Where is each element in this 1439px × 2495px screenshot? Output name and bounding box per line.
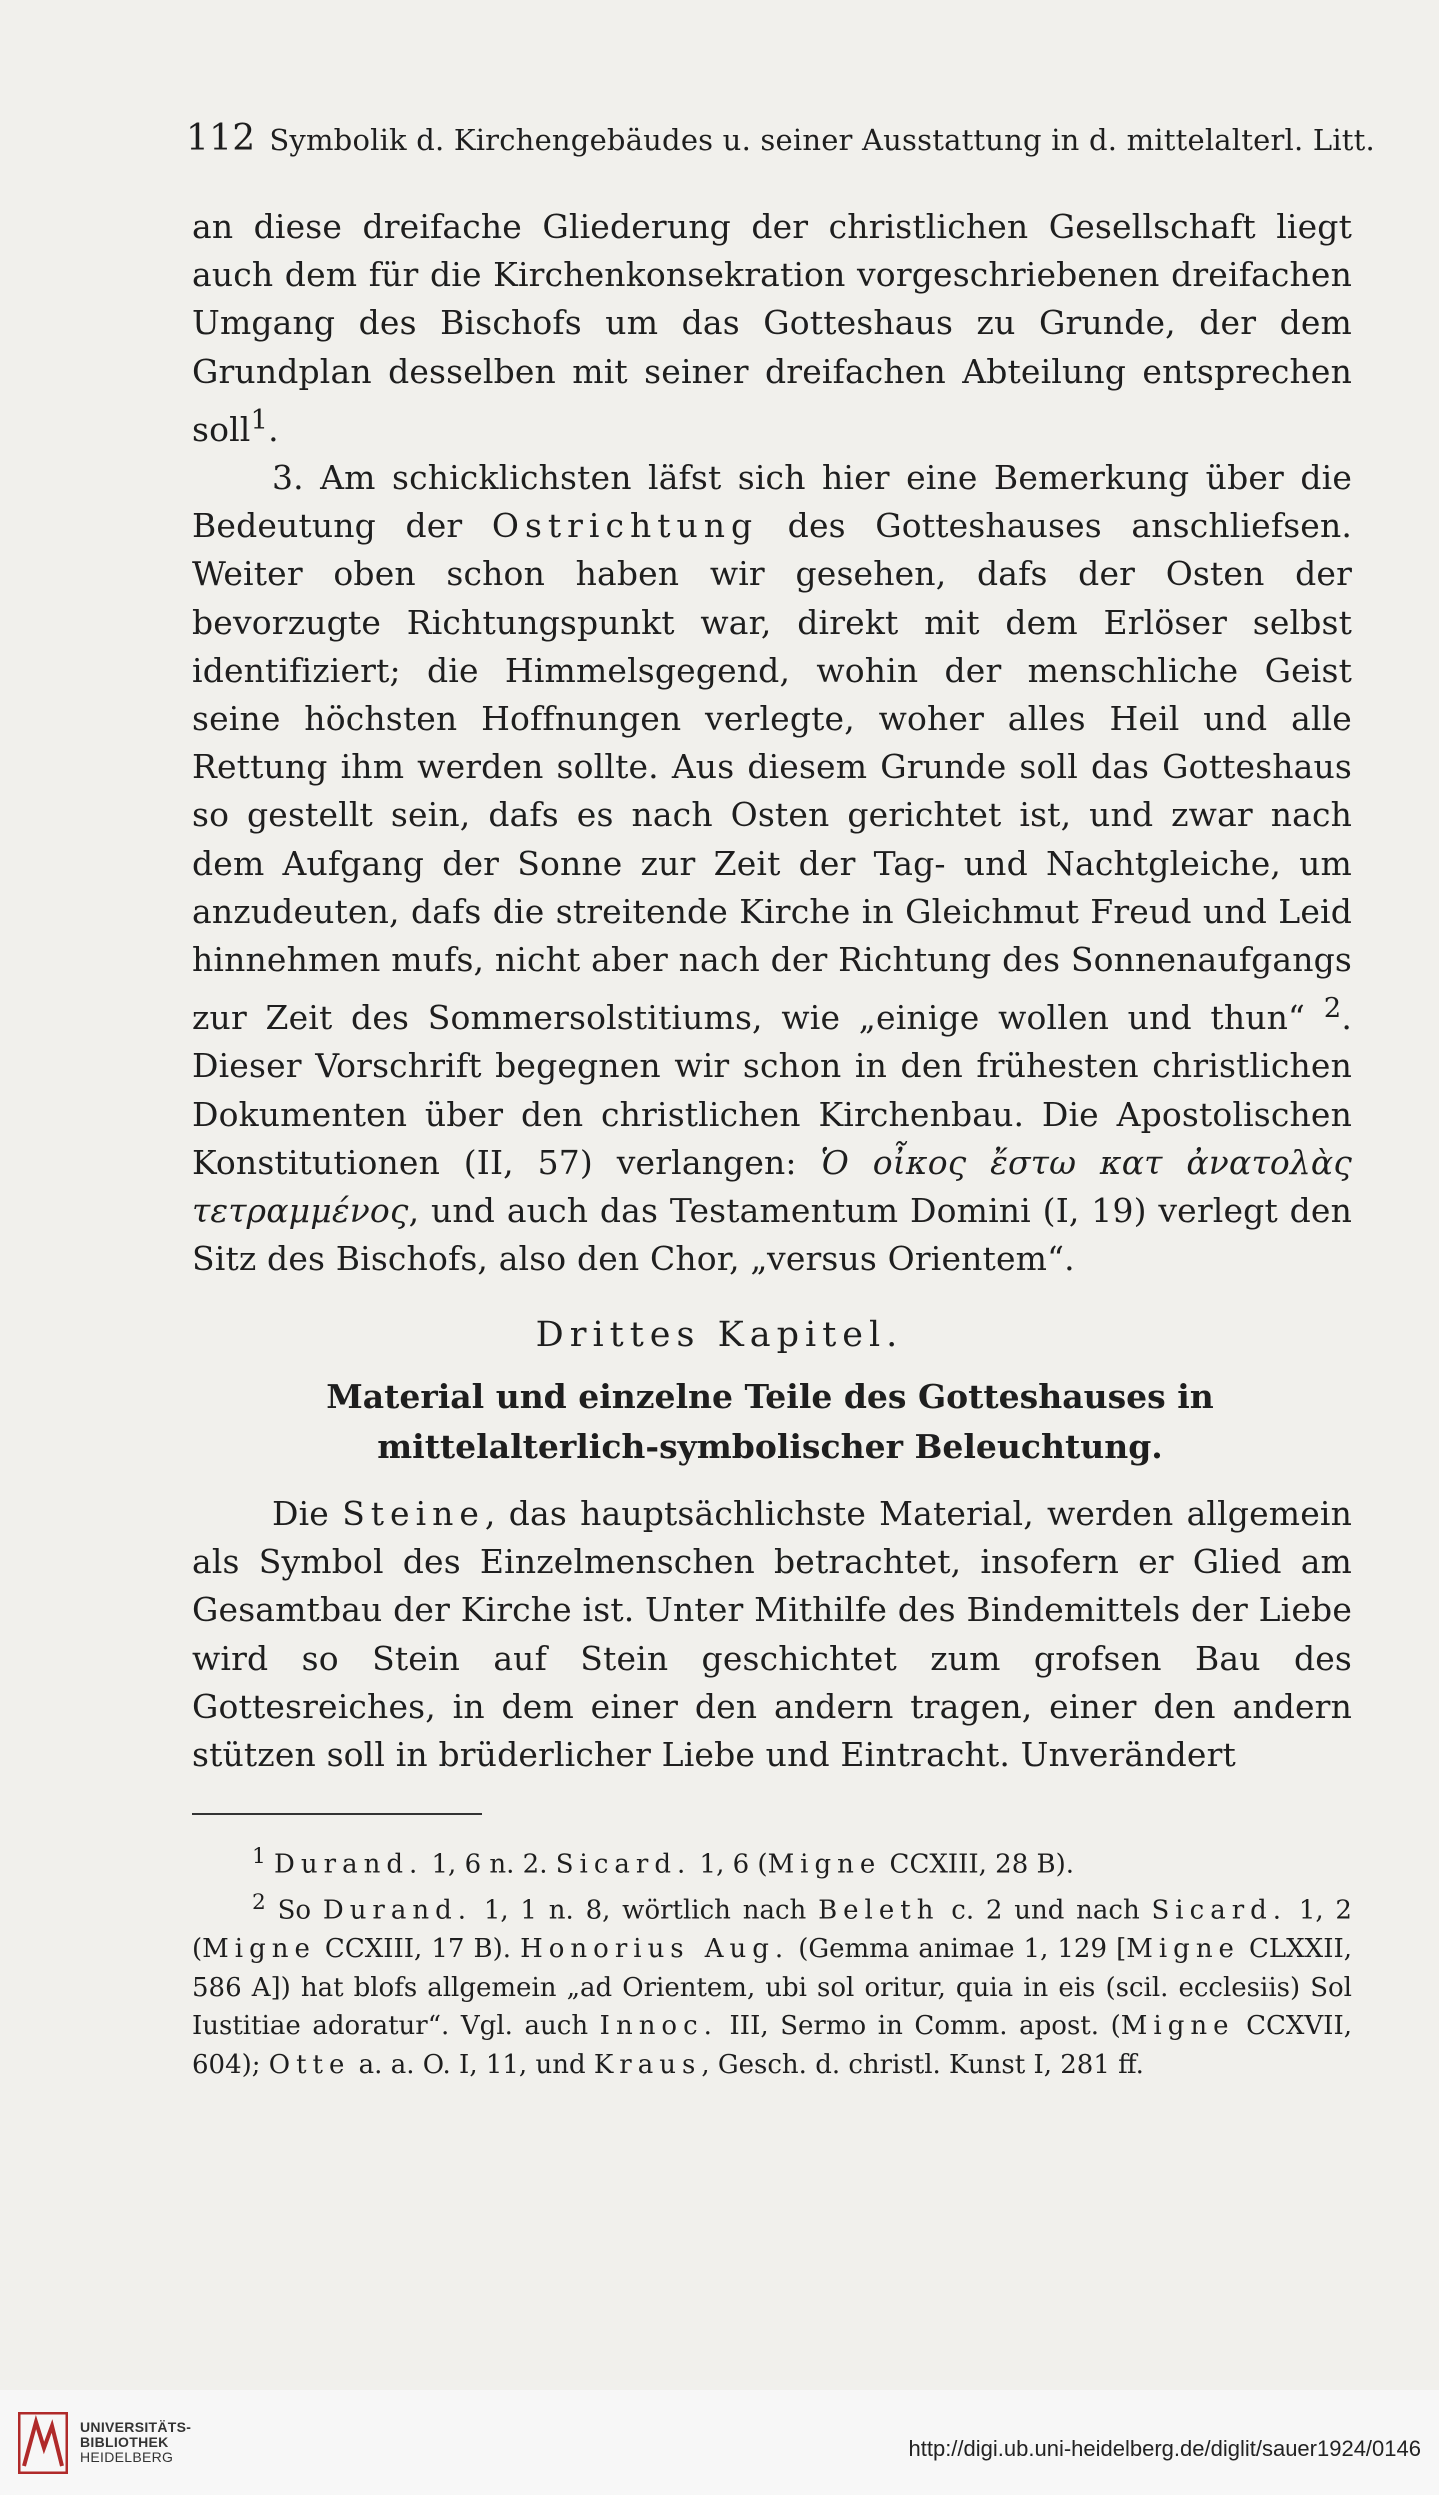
paragraph-steine: Die Steine, das hauptsächlichste Material, werden allgemein als Symbol des Einzelmenschen betrachtet, insofern er Glied am Gesamtbau der Kirche ist. Unter Mithilfe des Bindemittels der Liebe wird so Stein auf Stein geschichtet zum grofsen Bau des Gottesreiches, in dem einer den andern tragen, einer den andern stützen soll in brüderlicher Liebe und Eintracht. Unverändert (192, 1494, 1352, 1775)
heidelberg-library-logo-icon[interactable] (18, 2412, 68, 2474)
main-text-chapter (192, 1490, 1352, 1779)
footnotes (192, 1838, 1352, 2084)
greek-quote: Ὁ οἶκος ἔστω κατ ἀνατολὰς τετραμμένος (192, 1142, 1352, 1231)
paragraph-continuation: an diese dreifache Gliederung der christlichen Gesellschaft liegt auch dem für die Kirchenkonsekration vorgeschriebenen dreifachen Umgang des Bischofs um das Gotteshaus zu Grunde, der dem Grundplan desselben mit seiner dreifachen Abteilung entsprechen soll$^1$. (192, 207, 1352, 449)
chapter-label: Drittes Kapitel. (535, 1315, 904, 1355)
footer-bar (0, 2390, 1439, 2495)
footnote-ref-1: 1 (250, 403, 269, 436)
spaced-term: Steine (342, 1494, 485, 1533)
footnote-ref-2: 2 (1323, 992, 1342, 1025)
page-number: 112 (186, 118, 256, 159)
permalink-url[interactable]: http://digi.ub.uni-heidelberg.de/diglit/sauer1924/0146 (908, 2436, 1421, 2461)
chapter-title: Material und einzelne Teile des Gotteshauses in mittelalterlich-symbolischer Beleuchtung. (326, 1377, 1214, 1466)
main-text-top (192, 203, 1352, 1283)
paragraph-3: 3. Am schicklichsten läfst sich hier eine Bemerkung über die Bedeutung der Ostrichtung des Gotteshauses anschliefsen. Weiter oben schon haben wir gesehen, dafs der Osten der bevorzugte Richtungspunkt war, direkt mit dem Erlöser selbst identifiziert; die Himmelsgegend, wohin der menschliche Geist seine höchsten Hoffnungen verlegte, woher alles Heil und alle Rettung ihm werden sollte. Aus diesem Grunde soll das Gotteshaus so gestellt sein, dafs es nach Osten gerichtet ist, und zwar nach dem Aufgang der Sonne zur Zeit der Tag- und Nachtgleiche, um anzudeuten, dafs die streitende Kirche in Gleichmut Freud und Leid hinnehmen mufs, nicht aber nach der Richtung des Sonnenaufgangs zur Zeit des Sommersolstitiums, wie „einige wollen und thun“ $^2$. Dieser Vorschrift begegnen wir schon in den frühesten christlichen Dokumenten über den christlichen Kirchenbau. Die Apostolischen Konstitutionen (II, 57) verlangen: Ὁ οἶκος ἔστω κατ ἀνατολὰς τετραμμένος, und auch das Testamentum Domini (I, 19) verlegt den Sitz des Bischofs, also den Chor, „versus Orientem“. (192, 458, 1352, 1279)
spaced-term: Ostrichtung (491, 506, 759, 546)
footnote-1: $^1$ Durand. 1, 6 n. 2. Sicard. 1, 6 (Migne CCXIII, 28 B). (252, 1844, 1075, 1880)
footnote-rule (192, 1813, 482, 1815)
footnote-2: $^2$ So Durand. 1, 1 n. 8, wörtlich nach Beleth c. 2 und nach Sicard. 1, 2 (Migne CCXIII, 17 B). Honorius Aug. (Gemma animae 1, 129 [Migne CLXXII, 586 A]) hat blofs allgemein „ad Orientem, ubi sol oritur, quia in eis (scil. ecclesiis) Sol Iustitiae adoratur“. Vgl. auch Innoc. III, Sermo in Comm. apost. (Migne CCXVII, 604); Otte a. a. O. I, 11, und Kraus, Gesch. d. christl. Kunst I, 281 ff. (192, 1890, 1352, 2080)
running-header (186, 118, 1375, 159)
library-name: UNIVERSITÄTS- BIBLIOTHEK HEIDELBERG (80, 2419, 192, 2465)
running-title: Symbolik d. Kirchengebäudes u. seiner Ausstattung in d. mittelalterl. Litt. (269, 123, 1375, 157)
